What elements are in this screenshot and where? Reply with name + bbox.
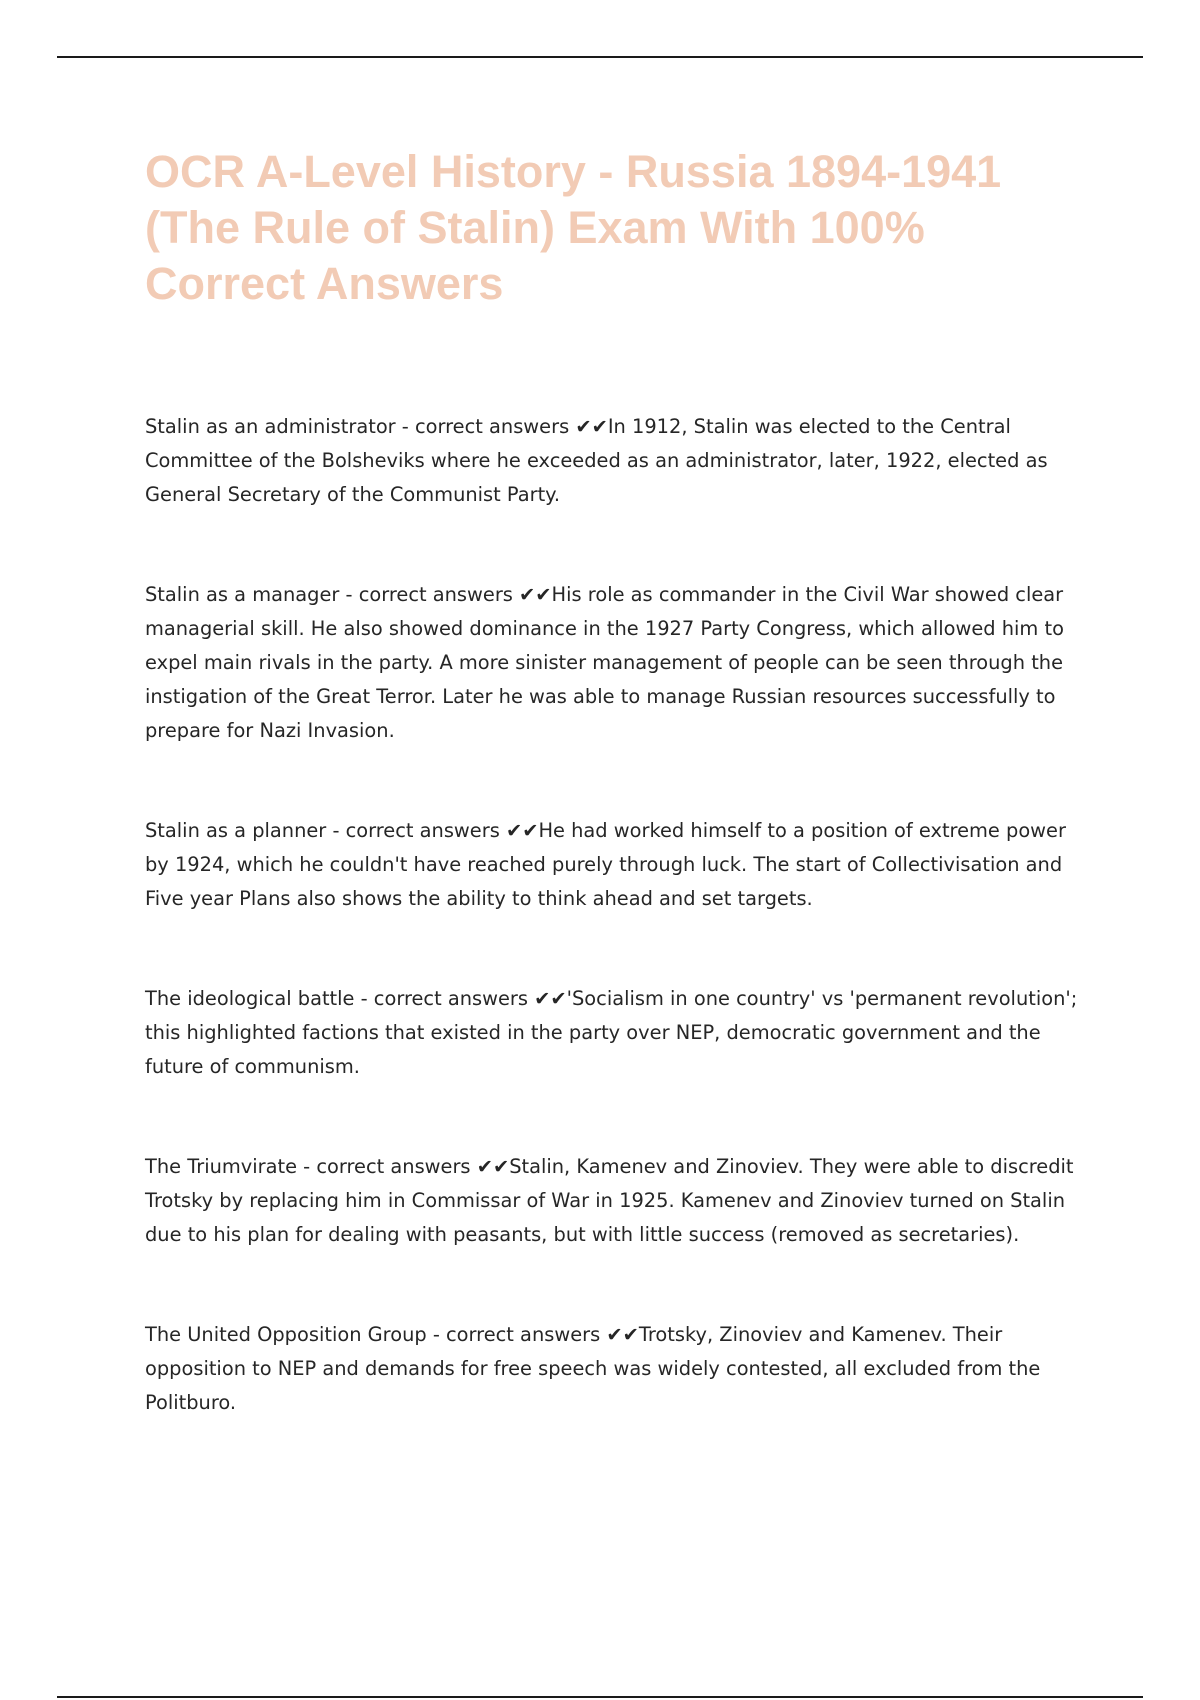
qa-entries — [145, 410, 1095, 1420]
document-title: OCR A-Level History - Russia 1894-1941 (The Rule of Stalin) Exam With 100% Correct Answers — [145, 146, 1002, 309]
qa-entry-planner: Stalin as a planner - correct answers ✔✔He had worked himself to a position of extreme power by 1924, which he couldn't have reached purely through luck. The start of Collectivisation and Five year Plans also shows the ability to think ahead and set targets. — [145, 819, 1066, 910]
qa-entry-administrator: Stalin as an administrator - correct answers ✔✔In 1912, Stalin was elected to the Central Committee of the Bolsheviks where he exceeded as an administrator, later, 1922, elected as General Secretary of the Communist Party. — [145, 415, 1048, 506]
qa-entry-united-opposition: The United Opposition Group - correct answers ✔✔Trotsky, Zinoviev and Kamenev. Their opposition to NEP and demands for free speech was widely contested, all excluded from the Politburo. — [145, 1323, 1041, 1414]
bottom-rule — [57, 1696, 1143, 1698]
qa-entry-manager: Stalin as a manager - correct answers ✔✔His role as commander in the Civil War showed clear managerial skill. He also showed dominance in the 1927 Party Congress, which allowed him to expel main rivals in the party. A more sinister management of people can be seen through the instigation of the Great Terror. Later he was able to manage Russian resources successfully to prepare for Nazi Invasion. — [145, 583, 1064, 742]
qa-entry-triumvirate: The Triumvirate - correct answers ✔✔Stalin, Kamenev and Zinoviev. They were able to discredit Trotsky by replacing him in Commissar of War in 1925. Kamenev and Zinoviev turned on Stalin due to his plan for dealing with peasants, but with little success (removed as secretaries). — [145, 1155, 1074, 1246]
top-rule — [57, 56, 1143, 58]
qa-entry-ideological-battle: The ideological battle - correct answers ✔✔'Socialism in one country' vs 'permanent revolution'; this highlighted factions that existed in the party over NEP, democratic government and the future of communism. — [145, 987, 1078, 1078]
